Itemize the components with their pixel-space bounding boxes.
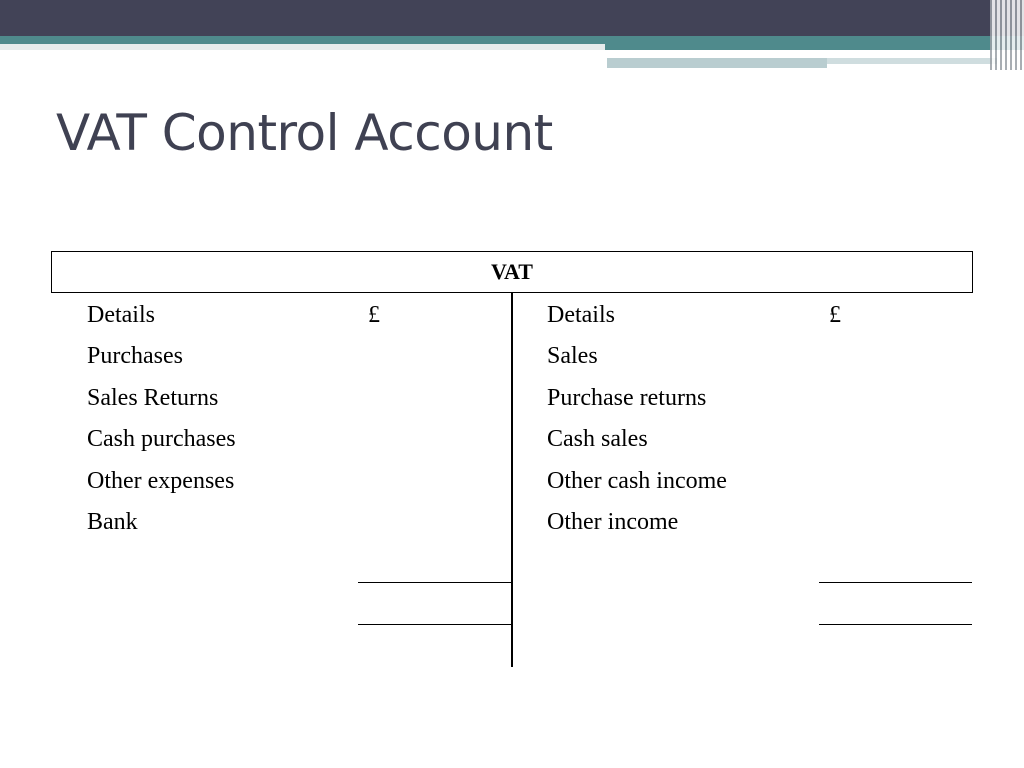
- credit-item: Other income: [547, 509, 679, 535]
- t-account-name: VAT: [491, 259, 533, 284]
- header-band-accent: [607, 58, 827, 68]
- debit-details-header: Details: [87, 302, 155, 328]
- credit-item: Sales: [547, 343, 598, 369]
- debit-subtotal-rule: [358, 582, 511, 583]
- debit-total-rule: [358, 624, 511, 625]
- header-band-gap: [605, 50, 985, 57]
- header-edge-stripes: [990, 0, 1024, 70]
- credit-item: Purchase returns: [547, 385, 707, 411]
- debit-item: Bank: [87, 509, 138, 535]
- credit-subtotal-rule: [819, 582, 972, 583]
- slide-title: VAT Control Account: [56, 104, 553, 162]
- header-band-light: [0, 44, 605, 50]
- debit-item: Sales Returns: [87, 385, 219, 411]
- header-band-accent-2: [827, 58, 997, 64]
- credit-item: Cash sales: [547, 426, 648, 452]
- credit-details-header: Details: [547, 302, 615, 328]
- header-band-dark: [0, 0, 1024, 36]
- debit-item: Purchases: [87, 343, 183, 369]
- debit-item: Other expenses: [87, 468, 235, 494]
- credit-item: Other cash income: [547, 468, 727, 494]
- debit-amount-header: £: [368, 302, 380, 328]
- t-account-header: [51, 251, 973, 293]
- t-account-divider: [511, 293, 513, 667]
- credit-amount-header: £: [829, 302, 841, 328]
- debit-item: Cash purchases: [87, 426, 236, 452]
- credit-total-rule: [819, 624, 972, 625]
